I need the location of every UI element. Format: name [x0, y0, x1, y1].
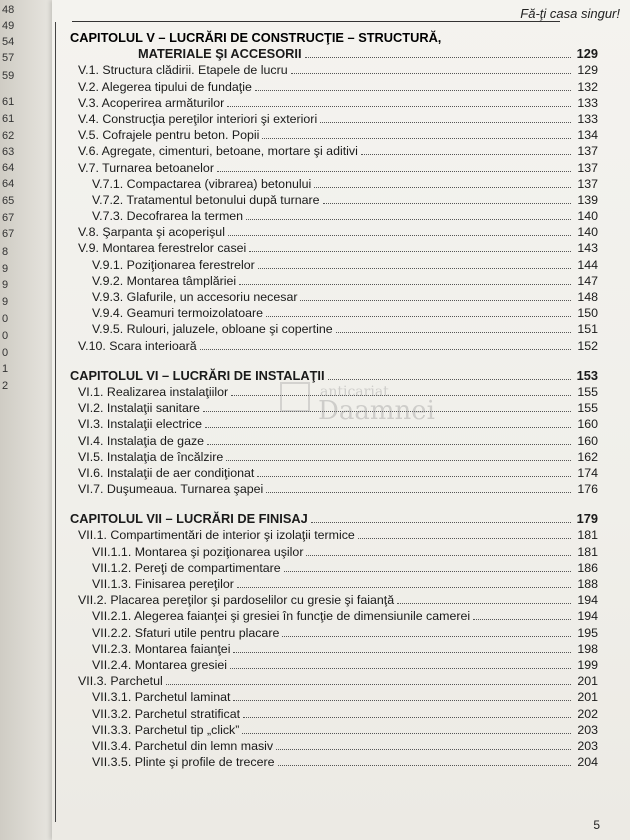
entry-label: V.1. Structura clădirii. Etapele de lucru — [78, 63, 288, 78]
leader-dots — [200, 349, 571, 350]
toc-entry — [70, 94, 598, 110]
page-number: 5 — [593, 818, 600, 832]
leader-dots — [282, 636, 571, 637]
leader-dots — [226, 460, 571, 461]
leader-dots — [358, 538, 571, 539]
entry-label: V.7.3. Decofrarea la termen — [92, 209, 244, 224]
toc-entry — [70, 623, 598, 639]
leader-dots — [323, 203, 571, 204]
leader-dots — [217, 171, 571, 172]
entry-label: V.5. Cofrajele pentru beton. Popii — [78, 128, 260, 143]
toc-entry — [70, 158, 598, 174]
page-ref: 203 — [577, 722, 598, 737]
chapter-6 — [70, 367, 598, 497]
running-head: Fă-ţi casa singur! — [520, 6, 620, 21]
toc-entry — [70, 575, 598, 591]
entry-label: VI.1. Realizarea instalaţiilor — [78, 384, 229, 399]
chapter-title: CAPITOLUL VII – LUCRĂRI DE FINISAJ — [70, 511, 308, 527]
toc-entry — [70, 320, 598, 336]
page-ref: 194 — [577, 609, 598, 624]
leader-dots — [205, 427, 571, 428]
watermark-line1: anticariat — [320, 384, 389, 400]
entry-label: VII.2. Placarea pereţilor şi pardoselilor cu gresie şi faianţă — [78, 593, 395, 608]
entry-label: V.8. Şarpanta şi acoperişul — [78, 225, 225, 240]
leader-dots — [291, 73, 571, 74]
leader-dots — [255, 90, 571, 91]
leader-dots — [397, 603, 571, 604]
toc-entry — [70, 656, 598, 672]
page-ref: 203 — [577, 738, 598, 753]
entry-label: VII.3. Parchetul — [78, 674, 163, 689]
entry-label: VI.7. Duşumeaua. Turnarea şapei — [78, 482, 264, 497]
leader-dots — [239, 284, 571, 285]
entry-label: VI.2. Instalaţii sanitare — [78, 401, 200, 416]
toc-entry — [70, 255, 598, 271]
page-ref: 160 — [577, 433, 598, 448]
toc-entry — [70, 126, 598, 142]
toc-entry — [70, 480, 598, 496]
page-ref: 153 — [576, 367, 598, 383]
page-ref: 194 — [577, 593, 598, 608]
table-of-contents — [70, 28, 598, 769]
leader-dots — [328, 379, 571, 380]
page-ref: 204 — [577, 755, 598, 770]
edge-number: 9 — [2, 296, 9, 308]
page-ref: 148 — [577, 290, 598, 304]
page-ref: 174 — [577, 465, 598, 480]
leader-dots — [233, 652, 571, 653]
leader-dots — [246, 219, 571, 220]
entry-label: V.9.1. Poziţionarea ferestrelor — [92, 257, 255, 272]
page-ref: 202 — [577, 706, 598, 721]
page-ref: 134 — [577, 128, 598, 143]
leader-dots — [242, 733, 571, 734]
page-ref: 195 — [577, 625, 598, 640]
entry-label: V.9. Montarea ferestrelor casei — [78, 241, 247, 256]
leader-dots — [249, 251, 571, 252]
page-ref: 176 — [577, 482, 598, 497]
page-ref: 198 — [577, 641, 598, 656]
page-ref: 181 — [577, 528, 598, 543]
entry-label: VII.1. Compartimentări de interior şi izolaţii termice — [78, 528, 355, 543]
leader-dots — [305, 57, 571, 58]
toc-entry — [70, 431, 598, 447]
edge-number: 59 — [2, 70, 15, 82]
toc-entry — [70, 672, 598, 688]
entry-label: V.9.4. Geamuri termoizolatoare — [92, 306, 264, 321]
toc-entry — [70, 61, 598, 77]
leader-dots — [276, 749, 571, 750]
edge-number: 67 — [2, 228, 15, 240]
toc-entry — [70, 704, 598, 720]
edge-number: 48 — [2, 4, 15, 16]
page-ref: 150 — [577, 306, 598, 321]
entry-label: VII.3.4. Parchetul din lemn masiv — [92, 738, 274, 753]
page-ref: 140 — [577, 225, 598, 240]
edge-number: 49 — [2, 20, 15, 32]
toc-entry — [70, 559, 598, 575]
page-ref: 143 — [577, 241, 598, 256]
watermark-line2: Daamnei — [318, 396, 435, 426]
edge-number: 61 — [2, 96, 15, 108]
edge-number: 0 — [2, 313, 9, 325]
page-ref: 201 — [577, 674, 598, 689]
toc-entry — [70, 607, 598, 623]
entry-label: VI.5. Instalaţia de încălzire — [78, 449, 224, 464]
leader-dots — [243, 717, 571, 718]
page-ref: 181 — [577, 544, 598, 559]
toc-entry — [70, 753, 598, 769]
edge-number: 9 — [2, 279, 9, 291]
leader-dots — [257, 476, 571, 477]
edge-number: 62 — [2, 130, 15, 142]
toc-entry — [70, 191, 598, 207]
page-ref: 199 — [577, 657, 598, 672]
header-rule — [72, 8, 560, 22]
page-ref: 160 — [577, 417, 598, 432]
page-ref: 133 — [577, 111, 598, 126]
toc-entry — [70, 77, 598, 93]
chapter-5 — [70, 28, 598, 353]
edge-number: 64 — [2, 178, 15, 190]
toc-entry — [70, 239, 598, 255]
page-ref: 188 — [577, 577, 598, 591]
entry-label: V.7.1. Compactarea (vibrarea) betonului — [92, 176, 312, 191]
edge-number: 67 — [2, 212, 15, 224]
toc-entry — [70, 464, 598, 480]
toc-entry — [70, 640, 598, 656]
toc-entry — [70, 142, 598, 158]
leader-dots — [230, 668, 571, 669]
entry-label: V.9.3. Glafurile, un accesoriu necesar — [92, 290, 298, 304]
edge-number: 8 — [2, 246, 9, 258]
chapter-title-line2: MATERIALE ŞI ACCESORII — [138, 46, 302, 62]
page-ref: 201 — [577, 690, 598, 705]
leader-dots — [336, 332, 571, 333]
toc-entry — [70, 591, 598, 607]
toc-entry — [70, 448, 598, 464]
page-ref: 133 — [577, 95, 598, 110]
adjacent-page-edge — [0, 0, 52, 840]
toc-entry — [70, 526, 598, 542]
entry-label: V.9.5. Rulouri, jaluzele, obloane şi copertine — [92, 322, 333, 337]
chapter-7 — [70, 510, 598, 769]
edge-number: 64 — [2, 162, 15, 174]
toc-entry — [70, 288, 598, 304]
toc-entry — [70, 110, 598, 126]
page-ref: 162 — [577, 449, 598, 464]
toc-entry — [70, 415, 598, 431]
toc-entry — [70, 688, 598, 704]
page-ref: 144 — [577, 257, 598, 272]
margin-rule — [55, 22, 56, 822]
page-ref: 152 — [577, 338, 598, 353]
page-ref: 151 — [577, 322, 598, 337]
toc-entry — [70, 737, 598, 753]
leader-dots — [266, 316, 571, 317]
toc-entry — [70, 399, 598, 415]
edge-number: 63 — [2, 146, 15, 158]
page-ref: 140 — [577, 209, 598, 224]
leader-dots — [258, 268, 571, 269]
entry-label: V.6. Agregate, cimenturi, betoane, mortare şi aditivi — [78, 144, 358, 159]
leader-dots — [203, 411, 571, 412]
page-ref: 147 — [577, 273, 598, 288]
entry-label: V.4. Construcţia pereţilor interiori şi exteriori — [78, 111, 318, 126]
toc-entry — [70, 175, 598, 191]
toc-entry — [70, 542, 598, 558]
edge-number: 1 — [2, 363, 9, 375]
leader-dots — [306, 555, 571, 556]
edge-number: 61 — [2, 113, 15, 125]
page-ref: 186 — [577, 560, 598, 575]
leader-dots — [361, 154, 571, 155]
chapter-title: CAPITOLUL VI – LUCRĂRI DE INSTALAŢII — [70, 367, 325, 383]
leader-dots — [300, 300, 571, 301]
page-ref: 155 — [577, 384, 598, 399]
entry-label: VII.1.2. Pereţi de compartimentare — [92, 560, 281, 575]
leader-dots — [314, 187, 571, 188]
leader-dots — [262, 138, 571, 139]
toc-entry — [70, 336, 598, 352]
edge-number: 65 — [2, 195, 15, 207]
entry-label: V.7.2. Tratamentul betonului după turnare — [92, 192, 320, 207]
entry-label: VII.2.4. Montarea gresiei — [92, 657, 227, 672]
leader-dots — [311, 522, 571, 523]
entry-label: VII.2.3. Montarea faianţei — [92, 641, 231, 656]
entry-label: V.10. Scara interioară — [78, 338, 197, 353]
leader-dots — [266, 492, 571, 493]
toc-entry — [70, 223, 598, 239]
entry-label: VII.3.3. Parchetul tip „click” — [92, 722, 240, 737]
entry-label: VII.1.3. Finisarea pereţilor — [92, 577, 234, 591]
leader-dots — [473, 619, 571, 620]
leader-dots — [237, 587, 571, 588]
page-ref: 137 — [577, 144, 598, 159]
chapter-heading-row — [70, 45, 598, 61]
leader-dots — [233, 700, 571, 701]
leader-dots — [320, 122, 571, 123]
entry-label: VII.2.1. Alegerea faianţei şi gresiei în funcţie de dimensiunile camerei — [92, 609, 471, 624]
entry-label: V.7. Turnarea betoanelor — [78, 160, 214, 175]
edge-number: 2 — [2, 380, 9, 392]
page-ref: 179 — [576, 511, 598, 527]
book-page — [52, 0, 630, 840]
edge-number: 57 — [2, 52, 15, 64]
chapter-heading-row — [70, 367, 598, 383]
toc-entry — [70, 721, 598, 737]
entry-label: VII.3.1. Parchetul laminat — [92, 690, 231, 705]
page-ref: 132 — [577, 79, 598, 94]
leader-dots — [231, 395, 571, 396]
entry-label: VI.3. Instalaţii electrice — [78, 417, 202, 432]
entry-label: VI.4. Instalaţia de gaze — [78, 433, 205, 448]
entry-label: V.9.2. Montarea tâmplăriei — [92, 273, 237, 288]
leader-dots — [278, 765, 571, 766]
toc-entry — [70, 383, 598, 399]
entry-label: VII.2.2. Sfaturi utile pentru placare — [92, 625, 280, 640]
edge-number: 54 — [2, 36, 15, 48]
edge-number: 9 — [2, 263, 9, 275]
edge-number: 0 — [2, 347, 9, 359]
entry-label: VII.1.1. Montarea şi poziţionarea uşilor — [92, 544, 304, 559]
page-ref: 139 — [577, 192, 598, 207]
entry-label: VI.6. Instalaţii de aer condiţionat — [78, 465, 255, 480]
entry-label: V.3. Acoperirea armăturilor — [78, 95, 225, 110]
toc-entry — [70, 304, 598, 320]
leader-dots — [227, 106, 571, 107]
entry-label: VII.3.2. Parchetul stratificat — [92, 706, 241, 721]
entry-label: V.2. Alegerea tipului de fundaţie — [78, 79, 252, 94]
page-ref: 137 — [577, 160, 598, 175]
toc-entry — [70, 272, 598, 288]
entry-label: VII.3.5. Plinte şi profile de trecere — [92, 755, 275, 770]
edge-number: 0 — [2, 330, 9, 342]
page-ref: 129 — [576, 46, 598, 62]
chapter-heading-row — [70, 510, 598, 526]
leader-dots — [284, 571, 571, 572]
leader-dots — [207, 444, 571, 445]
page-ref: 137 — [577, 176, 598, 191]
page-ref: 129 — [577, 63, 598, 78]
leader-dots — [166, 684, 571, 685]
chapter-title-line1: CAPITOLUL V – LUCRĂRI DE CONSTRUCŢIE – STRUCTURĂ, — [70, 30, 442, 45]
leader-dots — [228, 235, 571, 236]
toc-entry — [70, 207, 598, 223]
page-ref: 155 — [577, 401, 598, 416]
